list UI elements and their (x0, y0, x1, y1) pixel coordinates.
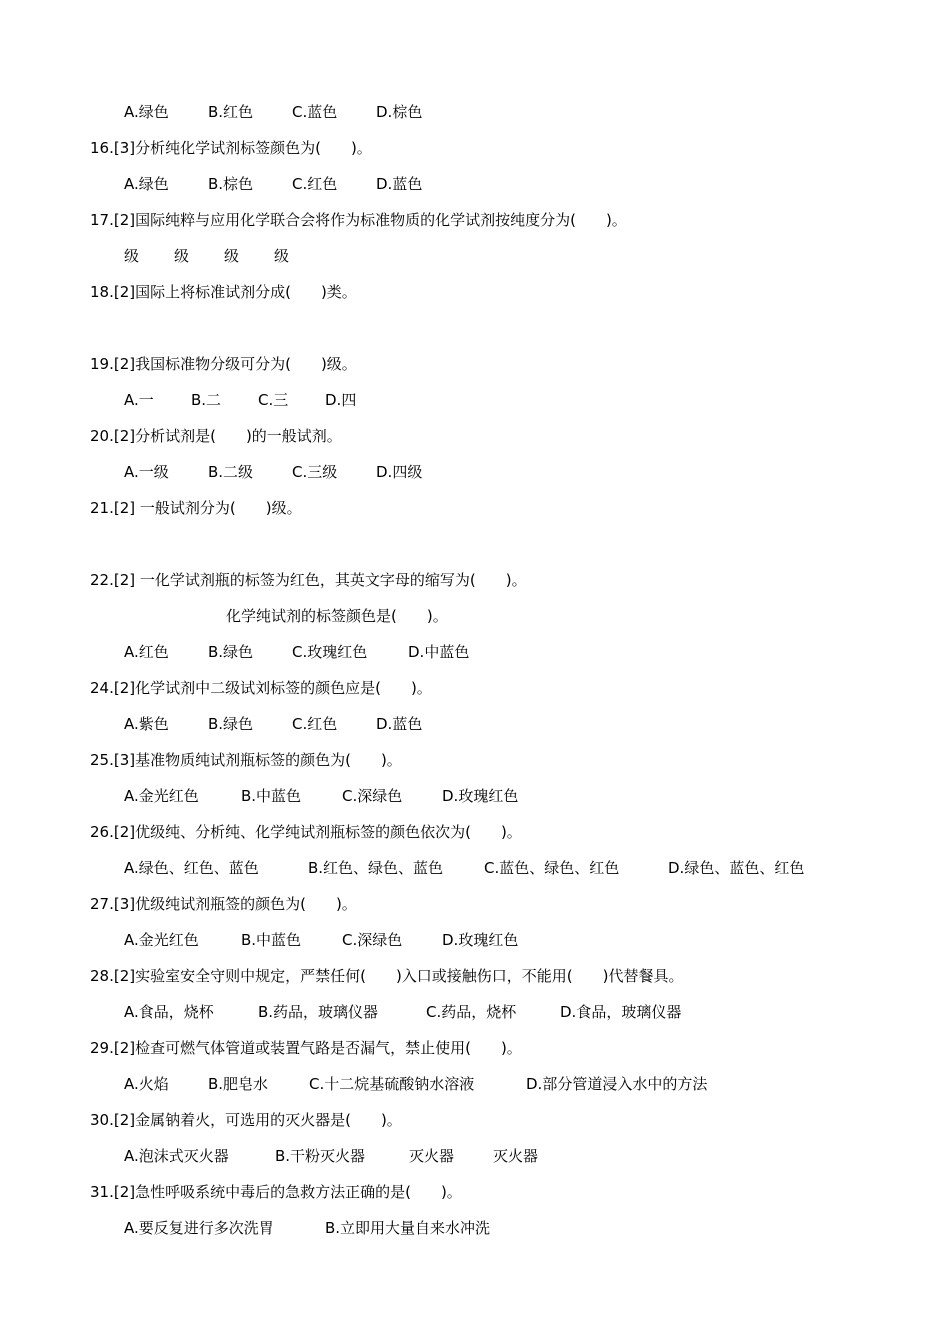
answer-option: C.红色 (292, 715, 338, 733)
answer-option: D.四 (325, 391, 357, 409)
answer-option: A.绿色 (124, 103, 169, 121)
answer-option: C.三级 (292, 463, 338, 481)
answer-option: C.红色 (292, 175, 338, 193)
question-text: 22.[2] 一化学试剂瓶的标签为红色，其英文字母的缩写为( )。 (90, 571, 527, 589)
answer-option: A.绿色、红色、蓝色 (124, 859, 259, 877)
answer-option: B.棕色 (208, 175, 254, 193)
question-text: 31.[2]急性呼吸系统中毒后的急救方法正确的是( )。 (90, 1183, 462, 1201)
answer-option: A.要反复进行多次洗胃 (124, 1219, 274, 1237)
answer-option: 级 (224, 247, 240, 265)
question-text: 16.[3]分析纯化学试剂标签颜色为( )。 (90, 139, 372, 157)
answer-option: B.干粉灭火器 (275, 1147, 366, 1165)
question-subtext: 化学纯试剂的标签颜色是( )。 (226, 607, 448, 625)
question-text: 20.[2]分析试剂是( )的一般试剂。 (90, 427, 342, 445)
answer-option: A.火焰 (124, 1075, 169, 1093)
question-text: 25.[3]基准物质纯试剂瓶标签的颜色为( )。 (90, 751, 402, 769)
answer-option: B.绿色 (208, 643, 254, 661)
question-text: 28.[2]实验室安全守则中规定，严禁任何( )入口或接触伤口，不能用( )代替餐具。 (90, 967, 684, 985)
answer-option: B.红色 (208, 103, 254, 121)
answer-option: D.绿色、蓝色、红色 (668, 859, 805, 877)
answer-option: A.紫色 (124, 715, 169, 733)
answer-option: D.四级 (376, 463, 423, 481)
answer-option: C.十二烷基硫酸钠水溶液 (309, 1075, 475, 1093)
answer-option: 灭火器 (409, 1147, 455, 1165)
answer-option: B.二 (191, 391, 222, 409)
question-text: 18.[2]国际上将标准试剂分成( )类。 (90, 283, 357, 301)
answer-option: C.深绿色 (342, 787, 403, 805)
answer-option: B.药品，玻璃仪器 (258, 1003, 379, 1021)
question-text: 19.[2]我国标准物分级可分为( )级。 (90, 355, 357, 373)
answer-option: A.一 (124, 391, 154, 409)
answer-option: D.部分管道浸入水中的方法 (526, 1075, 708, 1093)
answer-option: C.蓝色 (292, 103, 338, 121)
answer-option: C.三 (258, 391, 289, 409)
question-text: 17.[2]国际纯粹与应用化学联合会将作为标准物质的化学试剂按纯度分为( )。 (90, 211, 627, 229)
answer-option: B.绿色 (208, 715, 254, 733)
answer-option: A.红色 (124, 643, 169, 661)
answer-option: 级 (124, 247, 140, 265)
answer-option: B.肥皂水 (208, 1075, 269, 1093)
answer-option: 级 (174, 247, 190, 265)
answer-option: D.玫瑰红色 (442, 931, 519, 949)
question-text: 29.[2]检查可燃气体管道或装置气路是否漏气，禁止使用( )。 (90, 1039, 522, 1057)
answer-option: B.中蓝色 (241, 931, 302, 949)
answer-option: B.二级 (208, 463, 254, 481)
answer-option: B.中蓝色 (241, 787, 302, 805)
answer-option: C.药品，烧杯 (426, 1003, 517, 1021)
answer-option: C.玫瑰红色 (292, 643, 368, 661)
answer-option: A.泡沫式灭火器 (124, 1147, 229, 1165)
answer-option: D.蓝色 (376, 175, 423, 193)
answer-option: A.绿色 (124, 175, 169, 193)
question-text: 27.[3]优级纯试剂瓶签的颜色为( )。 (90, 895, 357, 913)
question-text: 21.[2] 一般试剂分为( )级。 (90, 499, 302, 517)
answer-option: A.金光红色 (124, 787, 199, 805)
answer-option: 级 (274, 247, 290, 265)
answer-option: C.蓝色、绿色、红色 (484, 859, 620, 877)
answer-option: A.一级 (124, 463, 169, 481)
answer-option: D.玫瑰红色 (442, 787, 519, 805)
answer-option: D.中蓝色 (408, 643, 470, 661)
question-text: 24.[2]化学试剂中二级试刘标签的颜色应是( )。 (90, 679, 432, 697)
answer-option: C.深绿色 (342, 931, 403, 949)
answer-option: B.立即用大量自来水冲洗 (325, 1219, 491, 1237)
answer-option: A.金光红色 (124, 931, 199, 949)
question-text: 26.[2]优级纯、分析纯、化学纯试剂瓶标签的颜色依次为( )。 (90, 823, 522, 841)
answer-option: D.食品，玻璃仪器 (560, 1003, 682, 1021)
answer-option: A.食品，烧杯 (124, 1003, 214, 1021)
answer-option: 灭火器 (493, 1147, 539, 1165)
answer-option: D.蓝色 (376, 715, 423, 733)
answer-option: B.红色、绿色、蓝色 (308, 859, 444, 877)
answer-option: D.棕色 (376, 103, 423, 121)
question-text: 30.[2]金属钠着火，可选用的灭火器是( )。 (90, 1111, 402, 1129)
